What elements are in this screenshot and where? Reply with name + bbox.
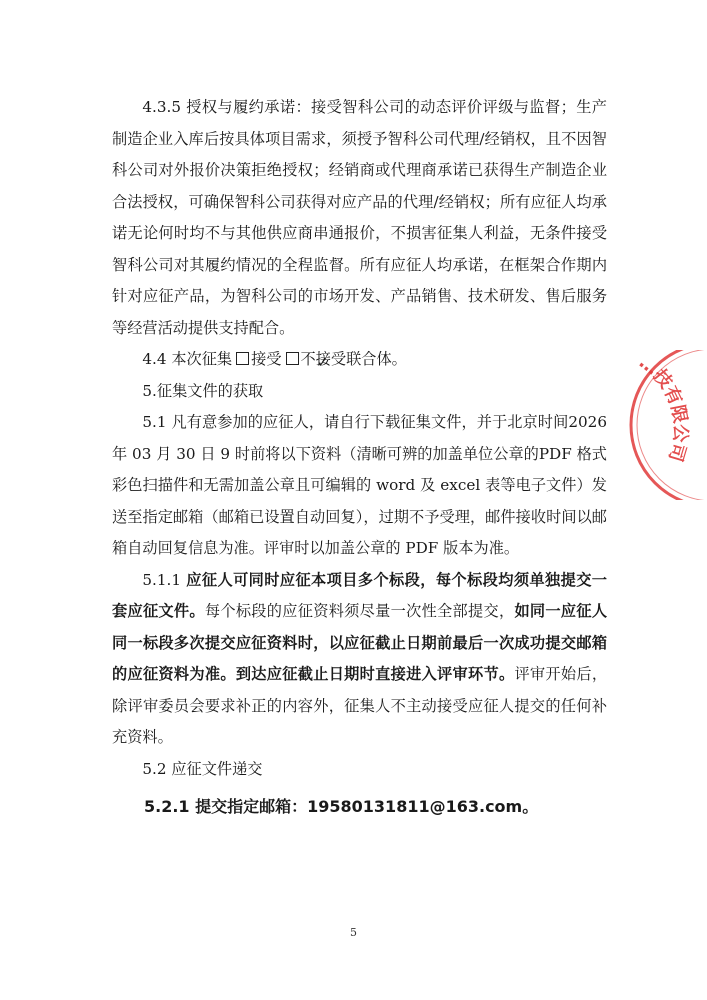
svg-text:…技有限公司 bbox=[635, 352, 691, 464]
normal-clause-no-supplement: 评审开始后，除评审委员会要求补正的内容外，征集人不主动接受应征人提交的任何补充资料。 bbox=[112, 665, 608, 746]
consortium-label: 4.4 本次征集 bbox=[142, 350, 233, 368]
bold-clause-last-submission: 如同一应征人同一标段多次提交应征资料时，以应征截止日期前最后一次成功提交邮箱的应征资料为准。到达应征截止日期时直接进入评审环节。 bbox=[112, 602, 608, 683]
designated-email-line: 5.2.1 提交指定邮箱：19580131811@163.com。 bbox=[144, 797, 539, 816]
paragraph-multiple-lots bbox=[112, 565, 607, 754]
clause-number: 5.1.1 bbox=[142, 570, 187, 589]
paragraph-submission-instructions: 5.1 凡有意参加的应征人，请自行下载征集文件，并于北京时间2026 年 03 月 30 日 9 时前将以下资料（清晰可辨的加盖单位公章的PDF 格式彩色扫描件和无需加盖公章且可编辑的 word 及 excel 表等电子文件）发送至指定邮箱（邮箱已设置自动回复），过期不予受理，邮件接收时间以邮箱自动回复信息为准。评审时以加盖公章的 PDF 版本为准。 bbox=[112, 413, 607, 557]
company-seal bbox=[598, 350, 707, 500]
not-accept-checkbox[interactable] bbox=[286, 352, 299, 365]
bold-clause-lots: 应征人可同时应征本项目多个标段，每个标段均须单独提交一套应征文件。 bbox=[112, 570, 607, 620]
page-number: 5 bbox=[350, 926, 357, 939]
normal-clause-once: 每个标段的应征资料须尽量一次性全部提交， bbox=[204, 602, 515, 620]
not-accept-label: 不接受联合体。 bbox=[300, 350, 407, 368]
document-body bbox=[112, 92, 607, 823]
accept-label: 接受 bbox=[251, 350, 282, 368]
paragraph-consortium-option bbox=[112, 344, 607, 376]
section-heading-delivery: 5.2 应征文件递交 bbox=[142, 759, 263, 778]
paragraph-authorization-commitment: 4.3.5 授权与履约承诺：接受智科公司的动态评价评级与监督；生产制造企业入库后按具体项目需求，须授予智科公司代理/经销权，且不因智科公司对外报价决策拒绝授权；经销商或代理商承诺已获得生产制造企业合法授权，可确保智科公司获得对应产品的代理/经销权；所有应征人均承诺无论何时均不与其他供应商串通报价，不损害征集人利益，无条件接受智科公司对其履约情况的全程监督。所有应征人均承诺，在框架合作期内针对应征产品，为智科公司的市场开发、产品销售、技术研发、售后服务等经营活动提供支持配合。 bbox=[112, 98, 607, 337]
seal-text: …技有限公司 bbox=[635, 351, 691, 464]
section-heading-obtain-documents: 5.征集文件的获取 bbox=[142, 381, 264, 400]
accept-checkbox[interactable] bbox=[236, 352, 249, 365]
